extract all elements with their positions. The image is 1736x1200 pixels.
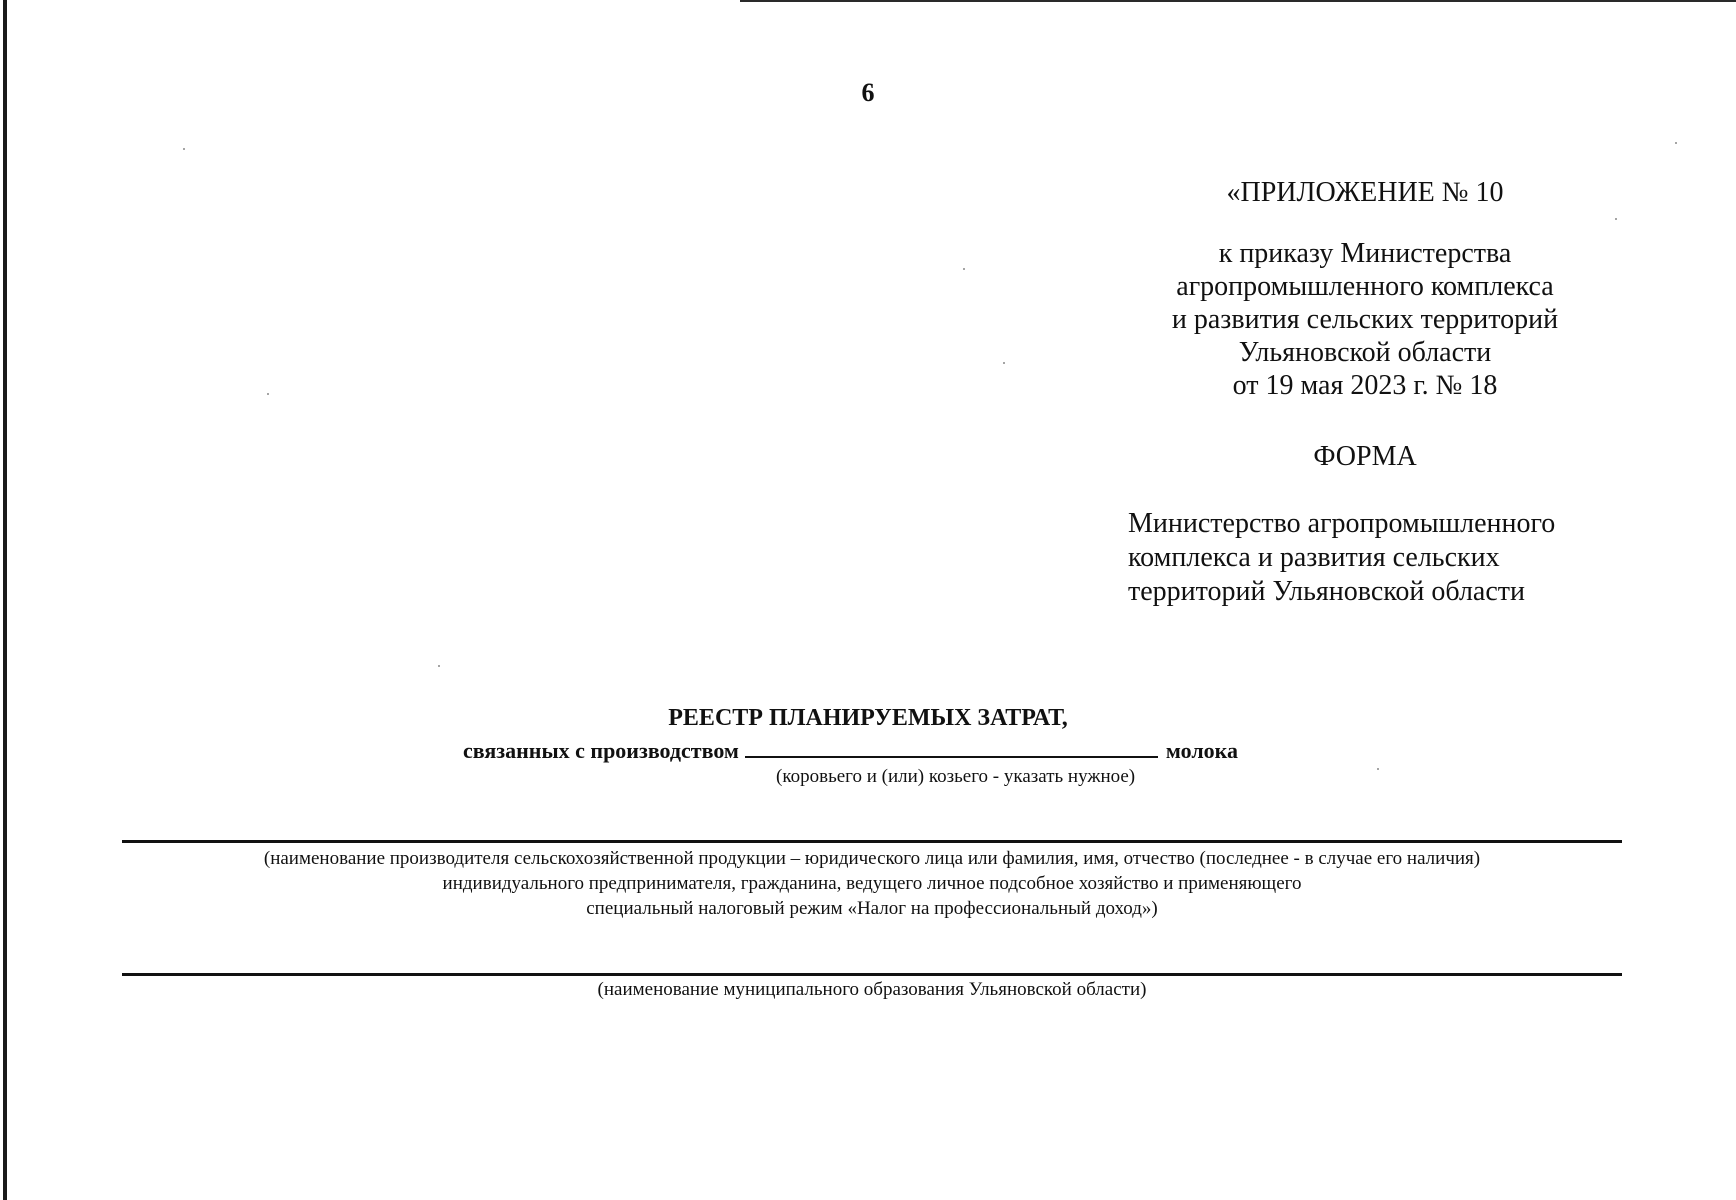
appendix-line: и развития сельских территорий (1171, 304, 1559, 335)
appendix-line: от 19 мая 2023 г. № 18 (1232, 370, 1498, 401)
producer-caption (122, 846, 1622, 921)
producer-name-blank-field[interactable] (122, 840, 1622, 843)
producer-caption-line: (наименование производителя сельскохозяйственной продукции – юридического лица или фамилия, имя, отчество (последнее - в случае его наличия) (263, 848, 1481, 869)
scan-speck (963, 268, 965, 270)
ministry-line: Министерство агропромышленного (1128, 508, 1556, 539)
registry-title: РЕЕСТР ПЛАНИРУЕМЫХ ЗАТРАТ, (668, 705, 1068, 731)
appendix-title: «ПРИЛОЖЕНИЕ № 10 (1226, 177, 1504, 208)
registry-hint: (коровьего и (или) козьего - указать нужное) (776, 766, 1136, 787)
ministry-block (1128, 507, 1598, 609)
form-label: ФОРМА (1313, 441, 1417, 472)
milk-type-blank-field[interactable] (745, 736, 1158, 758)
scan-edge-left (3, 0, 7, 1200)
appendix-line: агропромышленного комплекса (1176, 271, 1554, 302)
page-number: 6 (861, 78, 875, 107)
appendix-lines (1120, 237, 1610, 402)
registry-line (463, 736, 1238, 764)
scan-speck (1003, 362, 1005, 364)
ministry-line: территорий Ульяновской области (1128, 576, 1526, 607)
appendix-block (1120, 176, 1610, 402)
producer-caption-line: специальный налоговый режим «Налог на профессиональный доход») (586, 898, 1158, 919)
appendix-line: Ульяновской области (1238, 337, 1492, 368)
scan-speck (1675, 142, 1677, 144)
scan-speck (1615, 218, 1617, 220)
producer-caption-line: индивидуального предпринимателя, гражданина, ведущего личное подсобное хозяйство и применяющего (442, 873, 1302, 894)
scan-edge-top (740, 0, 1736, 2)
municipality-blank-field[interactable] (122, 973, 1622, 976)
ministry-line: комплекса и развития сельских (1128, 542, 1500, 573)
registry-line-prefix: связанных с производством (463, 738, 739, 763)
appendix-line: к приказу Министерства (1218, 238, 1512, 269)
scan-speck (267, 393, 269, 395)
scan-speck (183, 148, 185, 150)
scan-speck (438, 665, 440, 667)
scan-speck (1377, 768, 1379, 770)
registry-line-suffix: молока (1165, 738, 1239, 763)
municipality-caption: (наименование муниципального образования Ульяновской области) (597, 979, 1147, 1000)
